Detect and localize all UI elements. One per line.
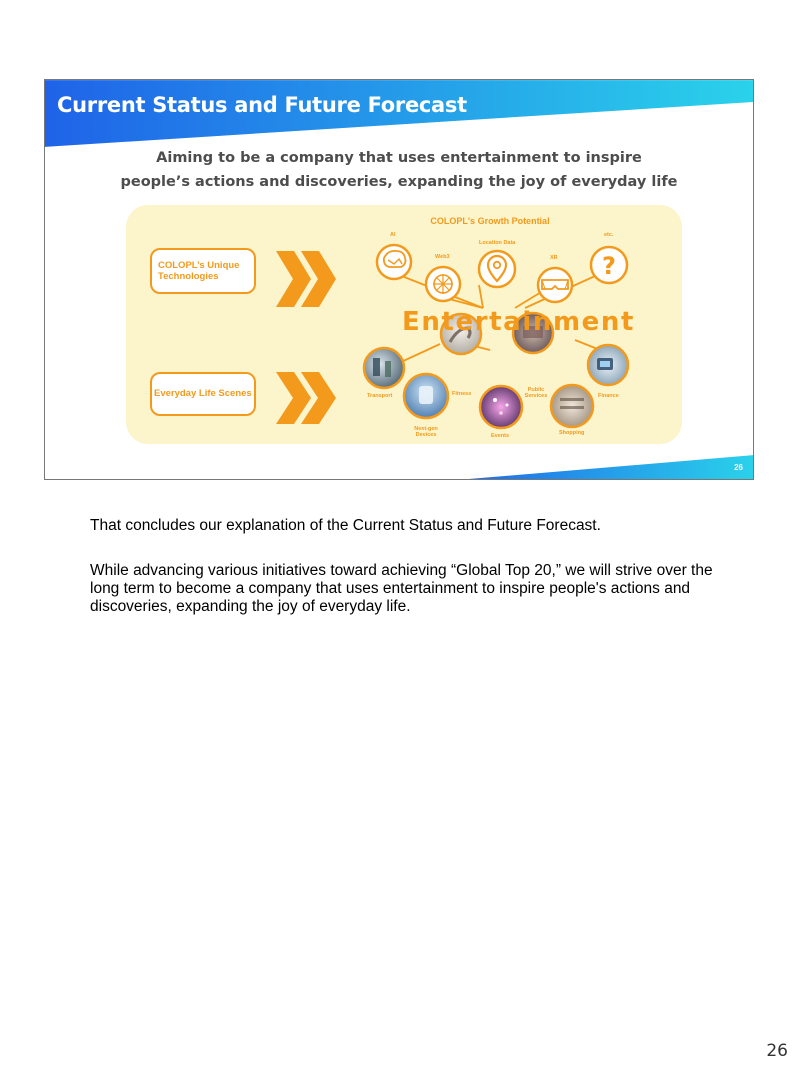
finance-photo [588, 345, 628, 385]
entertainment-heading: Entertainment [402, 307, 636, 337]
label-web3: Web3 [435, 254, 450, 260]
question-icon [591, 247, 627, 283]
unique-technologies-label: COLOPL’s Unique Technologies [158, 259, 240, 282]
slide-title: Current Status and Future Forecast [57, 93, 467, 117]
label-transport: Transport [367, 393, 393, 399]
slide-page-number: 26 [734, 463, 743, 472]
bottom-accent-stripe [445, 455, 754, 480]
label-location-data: Location Data [479, 240, 516, 246]
slide-subtitle-line-2: people’s actions and discoveries, expanding the joy of everyday life [120, 174, 678, 190]
events-photo [480, 386, 522, 428]
growth-potential-title: COLOPL's Growth Potential [430, 216, 550, 226]
label-etc: etc. [604, 232, 614, 238]
transport-photo [364, 348, 404, 388]
slide-subtitle-line-1: Aiming to be a company that uses entertainment to inspire [156, 150, 642, 166]
ai-icon [377, 245, 411, 279]
label-next-gen-devices: Next-gen Devices [414, 426, 438, 439]
label-fitness: Fitness [452, 391, 472, 397]
chevron-arrow-icon [276, 251, 336, 307]
label-xr: XR [550, 255, 558, 261]
document-page-number: 26 [766, 1041, 788, 1061]
location-pin-icon [479, 251, 515, 287]
chevron-arrow-icon [276, 372, 336, 424]
xr-glasses-icon [538, 268, 572, 302]
diagram-graphics [45, 80, 754, 480]
label-ai: AI [390, 232, 396, 238]
label-events: Events [491, 433, 510, 439]
next-gen-devices-photo [404, 374, 448, 418]
presentation-slide [44, 79, 754, 480]
label-shopping: Shopping [559, 430, 585, 436]
notes-paragraph-2: While advancing various initiatives toward achieving “Global Top 20,” we will strive over the long term to become a company that uses entertainment to inspire people's actions and discoveries, expanding the joy of everyday life. [90, 562, 713, 615]
label-public-services: Public Services [524, 387, 548, 400]
everyday-life-scenes-label: Everyday Life Scenes [154, 388, 252, 400]
svg-text:?: ? [602, 252, 616, 280]
web3-icon [426, 267, 460, 301]
shopping-photo [551, 385, 593, 427]
notes-paragraph-1: That concludes our explanation of the Current Status and Future Forecast. [90, 517, 601, 534]
label-finance: Finance [598, 393, 619, 399]
